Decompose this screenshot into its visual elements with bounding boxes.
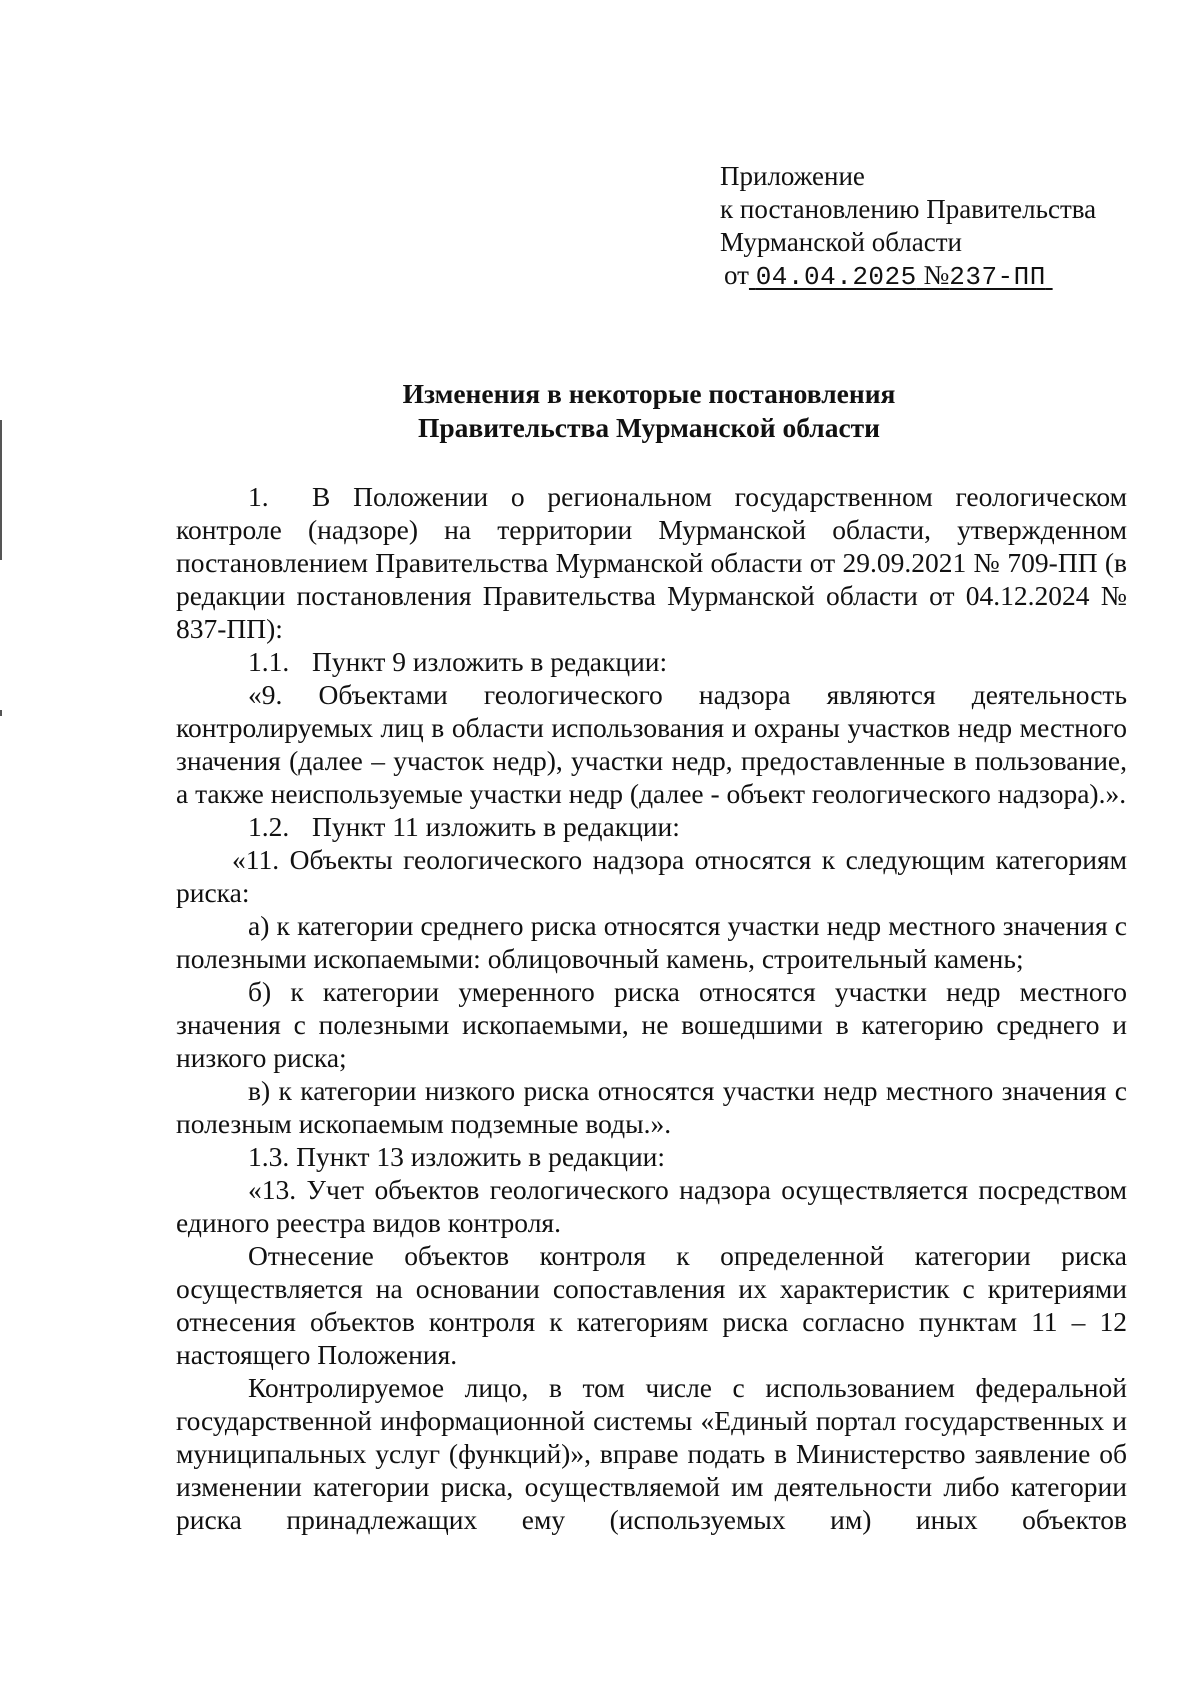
item-1-number: 1. — [248, 481, 269, 512]
date-prefix: от — [724, 260, 749, 290]
document-number: 237-ПП — [949, 262, 1046, 292]
item-1-1-text: Пункт 9 изложить в редакции: — [312, 646, 668, 677]
paragraph-point-11-c: в) к категории низкого риска относятся участки недр местного значения с полезным ископаемым подземные воды.». — [176, 1075, 1127, 1139]
title-line-2: Правительства Мурманской области — [417, 412, 881, 443]
number-underline-tail — [1046, 260, 1053, 290]
paragraph-item-1-3: 1.3. Пункт 13 изложить в редакции: — [248, 1141, 666, 1172]
paragraph-point-13: «13. Учет объектов геологического надзора осуществляется посредством единого реестра видов контроля. — [176, 1174, 1127, 1238]
paragraph-item-1-1 — [176, 645, 1127, 678]
document-body — [176, 480, 1127, 1536]
document-date: 04.04.2025 — [755, 262, 917, 292]
item-1-2-number: 1.2. — [248, 811, 290, 842]
appendix-block — [720, 160, 1096, 294]
paragraph-point-11-a: а) к категории среднего риска относятся участки недр местного значения с полезными ископаемыми: облицовочный камень, строительный камень; — [176, 910, 1127, 974]
number-sign: № — [923, 260, 950, 290]
paragraph-point-9: «9. Объектами геологического надзора являются деятельность контролируемых лиц в области использования и охраны участков недр местного значения (далее – участок недр), участки недр, предоставленные в пользование, а также неиспользуемые участки недр (далее - объект геологического надзора).». — [176, 679, 1127, 809]
date-underline-gap — [749, 260, 756, 290]
document-title — [176, 377, 1122, 445]
appendix-line-2: к постановлению Правительства — [720, 194, 1097, 224]
paragraph-point-13-c: Контролируемое лицо, в том числе с использованием федеральной государственной информационной системы «Единый портал государственных и муниципальных услуг (функций)», вправе подать в Министерство заявление об изменении категории риска, осуществляемой им деятельности либо категории риска принадлежащих ему (используемых им) иных объектов — [176, 1372, 1127, 1535]
appendix-line-3: Мурманской области — [720, 227, 962, 257]
paragraph-item-1 — [176, 480, 1127, 645]
item-1-text: В Положении о региональном государственном геологическом контроле (надзоре) на территории Мурманской области, утвержденном постановлением Правительства Мурманской области от 29.09.2021 № 709-ПП (в редакции постановления Правительства Мурманской области от 04.12.2024 № 837-ПП): — [176, 481, 1127, 644]
item-1-1-number: 1.1. — [248, 646, 290, 677]
item-1-2-text: Пункт 11 изложить в редакции: — [312, 811, 680, 842]
scan-edge-dot — [0, 710, 2, 716]
paragraph-point-11-b: б) к категории умеренного риска относятся участки недр местного значения с полезными ископаемыми, не вошедшими в категорию среднего и низкого риска; — [176, 976, 1127, 1073]
appendix-date-line — [720, 259, 1096, 294]
title-line-1: Изменения в некоторые постановления — [402, 378, 896, 409]
paragraph-point-13-b: Отнесение объектов контроля к определенной категории риска осуществляется на основании сопоставления их характеристик с критериями отнесения объектов контроля к категориям риска согласно пунктам 11 – 12 настоящего Положения. — [176, 1240, 1127, 1370]
scan-edge-mark — [0, 420, 2, 560]
appendix-line-1: Приложение — [720, 161, 865, 191]
paragraph-point-11: «11. Объекты геологического надзора относятся к следующим категориям риска: — [176, 844, 1127, 908]
paragraph-item-1-2 — [176, 810, 1127, 843]
